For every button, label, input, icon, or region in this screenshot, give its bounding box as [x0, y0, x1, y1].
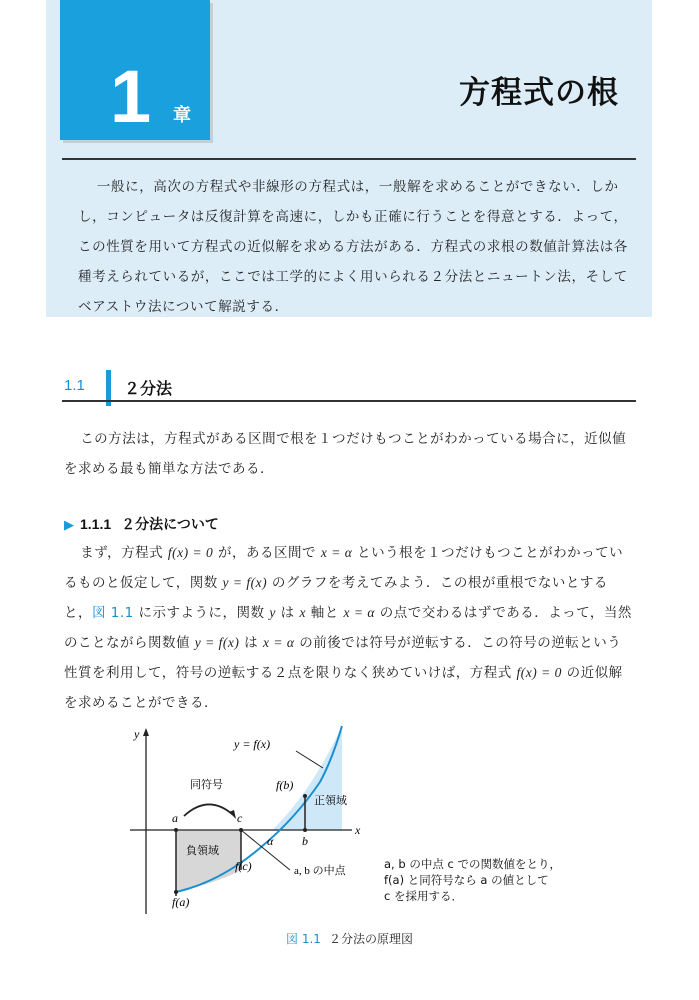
y-axis-label: y	[134, 727, 140, 741]
point-fb	[303, 794, 307, 798]
same-sign-label: 同符号	[190, 779, 223, 791]
negative-region	[176, 830, 241, 892]
figure-note-line-2: f(a) と同符号なら a の値として	[384, 873, 549, 887]
chapter-label: 章	[173, 105, 191, 126]
positive-region-label: 正領域	[314, 795, 347, 807]
point-b	[303, 828, 307, 832]
figure-note-line-3: c を採用する．	[384, 889, 463, 903]
figure-caption-number: 図 1.1	[286, 932, 321, 946]
fb-label: f(b)	[276, 778, 294, 792]
point-a	[174, 828, 178, 832]
b-label: b	[302, 834, 308, 848]
figure-note	[384, 856, 561, 904]
midpoint-label: a, b の中点	[294, 865, 346, 877]
x-axis-label: x	[355, 823, 361, 837]
section-number: 1.1	[64, 377, 85, 394]
subsection-title: ２分法について	[121, 517, 219, 533]
triangle-marker-icon: ▶	[64, 518, 74, 533]
figure-note-line-1: a, b の中点 c での関数値をとり，	[384, 857, 561, 871]
point-fa	[174, 890, 178, 894]
figure-caption-title: ２分法の原理図	[328, 932, 413, 946]
alpha-label: α	[267, 834, 274, 848]
figure-reference-link[interactable]: 図 1.1	[92, 605, 134, 621]
section-heading	[62, 370, 636, 402]
section-paragraph: この方法は，方程式がある区間で根を１つだけもつことがわかっている場合に，近似値を求める最も簡単な方法である．	[64, 431, 627, 477]
fc-label: f(c)	[235, 859, 252, 873]
figure-caption	[0, 930, 699, 947]
subsection-heading	[64, 514, 219, 534]
chapter-intro: 一般に，高次の方程式や非線形の方程式は，一般解を求めることができない．しかし，コンピュータは反復計算を高速に，しかも正確に行うことを得意とする．よって，この性質を用いて方程式の近似解を求める方法がある．方程式の求根の数値計算法は各種考えられているが，ここでは工学的によく用いられる２分法とニュートン法，そしてベアストウ法について解説する．	[78, 179, 628, 315]
body-paragraph: まず，方程式 f(x) = 0 が，ある区間で x = α という根を１つだけもつことがわかっているものと仮定して，関数 y = f(x) のグラフを考えてみよう．この根が重根でないとすると，図 1.1 に示すように，関数 y は x 軸と x = α の点で交わるはずである．よって，当然のことながら関数値 y = f(x) は x = α の前後では符号が逆転する．この符号の逆転という性質を利用して，符号の逆転する２点を限りなく狭めていけば，方程式 f(x) = 0 の近似解を求めることができる．	[64, 545, 632, 711]
subsection-number: 1.1.1	[80, 516, 112, 532]
c-label: c	[237, 811, 243, 825]
curve-label: y = f(x)	[234, 737, 271, 751]
a-label: a	[172, 811, 178, 825]
chapter-number: 1	[110, 55, 152, 138]
point-c	[239, 828, 243, 832]
negative-region-label: 負領域	[186, 845, 219, 857]
section-title: ２分法	[124, 379, 173, 398]
y-axis-arrow	[143, 728, 149, 736]
same-sign-arrow	[184, 804, 232, 816]
title-rule	[62, 158, 636, 160]
section-rule	[62, 400, 636, 402]
chapter-title: 方程式の根	[459, 75, 619, 111]
curve-label-leader	[296, 751, 323, 768]
fa-label: f(a)	[172, 895, 190, 909]
